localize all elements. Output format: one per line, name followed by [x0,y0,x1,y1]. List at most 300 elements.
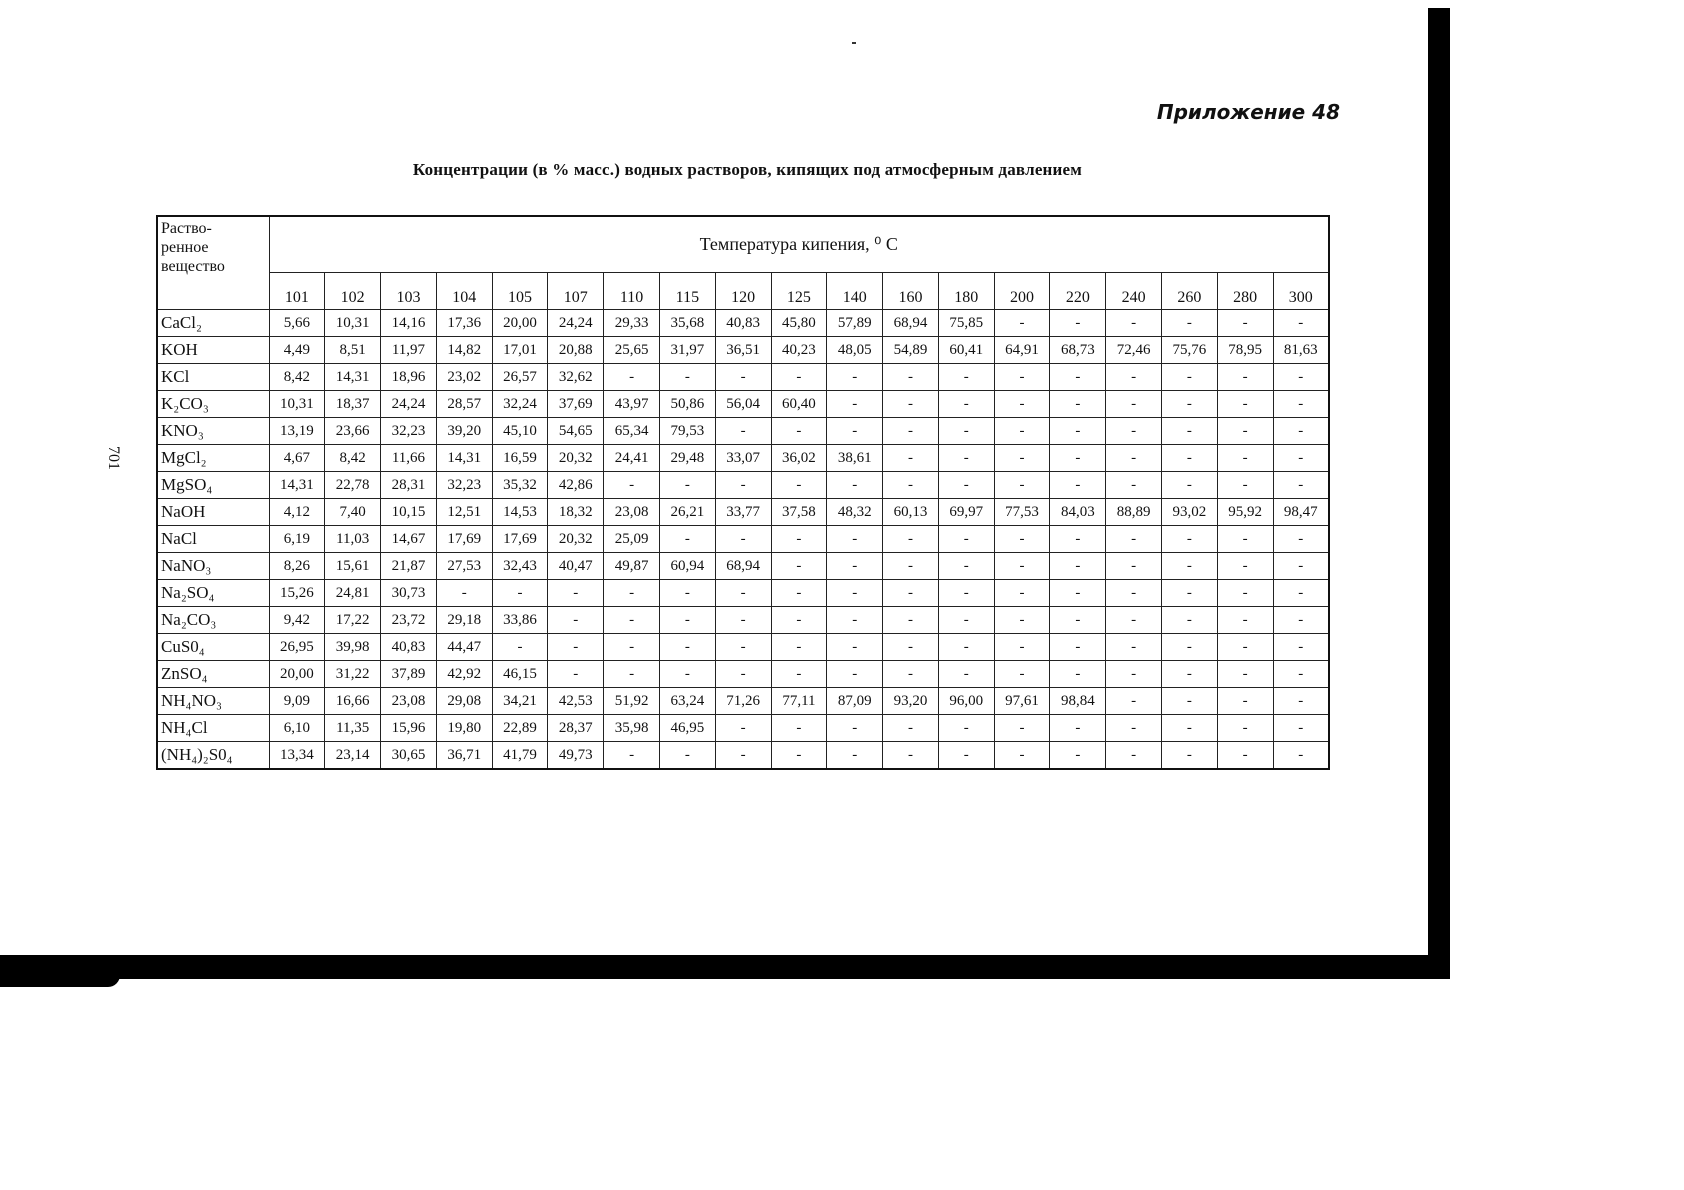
value-cell: - [715,580,771,607]
value-cell: 35,32 [492,472,548,499]
value-cell: - [1217,364,1273,391]
value-cell: 64,91 [994,337,1050,364]
table-row [157,688,1329,715]
value-cell: 26,21 [659,499,715,526]
value-cell: 65,34 [604,418,660,445]
value-cell: 23,08 [381,688,437,715]
value-cell: 63,24 [659,688,715,715]
value-cell: - [659,661,715,688]
value-cell: 75,76 [1162,337,1218,364]
value-cell: 35,68 [659,310,715,337]
value-cell: - [771,364,827,391]
value-cell: 23,02 [436,364,492,391]
value-cell: 18,96 [381,364,437,391]
value-cell: 9,09 [269,688,325,715]
value-cell: 4,49 [269,337,325,364]
value-cell: 42,53 [548,688,604,715]
value-cell: - [1162,742,1218,770]
value-cell: - [604,364,660,391]
value-cell: - [1050,715,1106,742]
value-cell: - [1162,310,1218,337]
value-cell: - [827,580,883,607]
value-cell: - [548,607,604,634]
value-cell: - [883,364,939,391]
substance-cell: NaNO₃ [157,553,269,580]
substance-header-line: вещество [161,258,225,275]
value-cell: - [1273,472,1329,499]
value-cell: 60,94 [659,553,715,580]
temperature-value: 160 [883,273,939,310]
value-cell: - [1050,607,1106,634]
value-cell: 36,02 [771,445,827,472]
value-cell: - [938,607,994,634]
value-cell: - [1106,526,1162,553]
value-cell: - [938,418,994,445]
value-cell: 9,42 [269,607,325,634]
value-cell: 68,94 [883,310,939,337]
value-cell: 96,00 [938,688,994,715]
value-cell: 31,97 [659,337,715,364]
value-cell: - [883,391,939,418]
value-cell: - [771,634,827,661]
value-cell: 77,53 [994,499,1050,526]
value-cell: - [1217,580,1273,607]
value-cell: - [1050,742,1106,770]
value-cell: - [1162,418,1218,445]
value-cell: - [1217,607,1273,634]
value-cell: 29,18 [436,607,492,634]
value-cell: 68,94 [715,553,771,580]
table-row [157,337,1329,364]
value-cell: 22,78 [325,472,381,499]
value-cell: - [604,634,660,661]
value-cell: 29,08 [436,688,492,715]
temperature-value: 110 [604,273,660,310]
header-row [157,216,1329,273]
value-cell: 11,35 [325,715,381,742]
table-row [157,580,1329,607]
value-cell: 39,98 [325,634,381,661]
value-cell: - [827,742,883,770]
value-cell: - [883,715,939,742]
value-cell: 16,59 [492,445,548,472]
temperature-value: 120 [715,273,771,310]
value-cell: 38,61 [827,445,883,472]
substance-cell: KOH [157,337,269,364]
value-cell: 48,05 [827,337,883,364]
table-row [157,607,1329,634]
value-cell: - [827,364,883,391]
value-cell: 33,77 [715,499,771,526]
value-cell: - [1050,391,1106,418]
value-cell: 14,16 [381,310,437,337]
temperature-value: 260 [1162,273,1218,310]
value-cell: - [1106,553,1162,580]
value-cell: 13,19 [269,418,325,445]
substance-cell: NH₄Cl [157,715,269,742]
value-cell: - [1162,445,1218,472]
value-cell: - [994,634,1050,661]
value-cell: - [938,526,994,553]
value-cell: 93,02 [1162,499,1218,526]
temperature-value: 240 [1106,273,1162,310]
value-cell: 56,04 [715,391,771,418]
value-cell: - [1106,364,1162,391]
value-cell: 32,23 [381,418,437,445]
value-cell: 97,61 [994,688,1050,715]
value-cell: 20,32 [548,526,604,553]
value-cell: 33,86 [492,607,548,634]
value-cell: - [715,634,771,661]
temperature-value: 101 [269,273,325,310]
value-cell: - [994,418,1050,445]
value-cell: 8,26 [269,553,325,580]
value-cell: 44,47 [436,634,492,661]
concentration-table [156,215,1330,770]
value-cell: - [771,472,827,499]
value-cell: 81,63 [1273,337,1329,364]
value-cell: 10,15 [381,499,437,526]
table-row [157,742,1329,770]
value-cell: - [1217,310,1273,337]
value-cell: 26,57 [492,364,548,391]
temperature-value: 125 [771,273,827,310]
value-cell: - [1217,634,1273,661]
value-cell: - [938,715,994,742]
value-cell: - [883,580,939,607]
value-cell: 60,13 [883,499,939,526]
value-cell: - [994,391,1050,418]
value-cell: 24,81 [325,580,381,607]
value-cell: 18,37 [325,391,381,418]
temperature-value: 140 [827,273,883,310]
value-cell: 29,48 [659,445,715,472]
value-cell: - [1273,607,1329,634]
value-cell: 32,43 [492,553,548,580]
value-cell: 24,24 [381,391,437,418]
value-cell: - [1106,472,1162,499]
value-cell: 8,42 [269,364,325,391]
value-cell: - [883,472,939,499]
value-cell: 23,14 [325,742,381,770]
value-cell: 27,53 [436,553,492,580]
value-cell: - [938,364,994,391]
value-cell: - [1273,715,1329,742]
value-cell: 22,89 [492,715,548,742]
table-row [157,715,1329,742]
value-cell: 17,22 [325,607,381,634]
value-cell: - [994,607,1050,634]
value-cell: 98,84 [1050,688,1106,715]
value-cell: - [1217,445,1273,472]
value-cell: - [436,580,492,607]
value-cell: 87,09 [827,688,883,715]
value-cell: - [659,526,715,553]
value-cell: - [1106,418,1162,445]
value-cell: 32,23 [436,472,492,499]
table-row [157,499,1329,526]
value-cell: 31,22 [325,661,381,688]
value-cell: 10,31 [325,310,381,337]
value-cell: 36,51 [715,337,771,364]
value-cell: - [604,742,660,770]
value-cell: 20,88 [548,337,604,364]
value-cell: 98,47 [1273,499,1329,526]
value-cell: - [938,472,994,499]
value-cell: 28,57 [436,391,492,418]
value-cell: 5,66 [269,310,325,337]
value-cell: - [1106,634,1162,661]
value-cell: 71,26 [715,688,771,715]
value-cell: 11,97 [381,337,437,364]
value-cell: 95,92 [1217,499,1273,526]
temperature-values-row [157,273,1329,310]
value-cell: - [1217,553,1273,580]
value-cell: - [883,607,939,634]
value-cell: 79,53 [659,418,715,445]
value-cell: 36,71 [436,742,492,770]
value-cell: - [1273,634,1329,661]
value-cell: 40,83 [381,634,437,661]
value-cell: - [715,364,771,391]
value-cell: 50,86 [659,391,715,418]
value-cell: 75,85 [938,310,994,337]
value-cell: - [938,634,994,661]
value-cell: 18,32 [548,499,604,526]
value-cell: - [1217,715,1273,742]
value-cell: - [1162,688,1218,715]
substance-cell: NaOH [157,499,269,526]
temperature-value: 115 [659,273,715,310]
value-cell: - [883,634,939,661]
value-cell: 14,31 [436,445,492,472]
value-cell: 21,87 [381,553,437,580]
value-cell: - [1273,661,1329,688]
value-cell: 23,08 [604,499,660,526]
value-cell: 42,86 [548,472,604,499]
value-cell: - [994,445,1050,472]
value-cell: 17,69 [436,526,492,553]
value-cell: 54,89 [883,337,939,364]
value-cell: - [1050,445,1106,472]
value-cell: - [994,310,1050,337]
value-cell: - [1162,607,1218,634]
value-cell: 23,66 [325,418,381,445]
value-cell: 78,95 [1217,337,1273,364]
substance-cell: KNO₃ [157,418,269,445]
value-cell: - [938,445,994,472]
page-title: Концентрации (в % масс.) водных растворов, кипящих под атмосферным давлением [412,160,1083,179]
substance-cell: MgCl₂ [157,445,269,472]
value-cell: - [883,445,939,472]
value-cell: - [771,526,827,553]
table-row [157,310,1329,337]
value-cell: - [1273,580,1329,607]
value-cell: - [1162,391,1218,418]
value-cell: - [715,607,771,634]
value-cell: 24,24 [548,310,604,337]
value-cell: - [1162,715,1218,742]
value-cell: - [1050,526,1106,553]
value-cell: 93,20 [883,688,939,715]
substance-cell: CaCl₂ [157,310,269,337]
value-cell: 10,31 [269,391,325,418]
value-cell: - [1106,742,1162,770]
scan-edge-bottom [0,955,1450,979]
scan-speck [852,42,856,44]
value-cell: 32,62 [548,364,604,391]
value-cell: 72,46 [1106,337,1162,364]
value-cell: - [827,661,883,688]
value-cell: 14,31 [269,472,325,499]
value-cell: 14,82 [436,337,492,364]
table-row [157,418,1329,445]
value-cell: 17,36 [436,310,492,337]
value-cell: - [548,580,604,607]
substance-cell: (NH₄)₂S0₄ [157,742,269,770]
value-cell: - [659,472,715,499]
value-cell: - [883,661,939,688]
value-cell: - [1273,553,1329,580]
substance-cell: MgSO₄ [157,472,269,499]
table-row [157,661,1329,688]
value-cell: 69,97 [938,499,994,526]
value-cell: - [492,634,548,661]
substance-cell: KCl [157,364,269,391]
value-cell: - [1273,445,1329,472]
value-cell: - [715,715,771,742]
value-cell: - [771,715,827,742]
value-cell: - [771,742,827,770]
value-cell: 15,96 [381,715,437,742]
substance-cell: ZnSO₄ [157,661,269,688]
value-cell: - [1273,310,1329,337]
value-cell: - [938,391,994,418]
value-cell: 20,00 [492,310,548,337]
table-row [157,553,1329,580]
temperature-value: 220 [1050,273,1106,310]
value-cell: - [1162,580,1218,607]
substance-cell: K₂CO₃ [157,391,269,418]
value-cell: 8,42 [325,445,381,472]
scan-edge-bottom-taper [0,975,120,987]
value-cell: 17,01 [492,337,548,364]
value-cell: 4,67 [269,445,325,472]
value-cell: - [1106,391,1162,418]
temperature-header: Температура кипения, ⁰ С [269,216,1329,273]
value-cell: 28,37 [548,715,604,742]
value-cell: - [1050,364,1106,391]
value-cell: - [883,526,939,553]
value-cell: 49,87 [604,553,660,580]
value-cell: - [1217,391,1273,418]
value-cell: - [1217,742,1273,770]
value-cell: 4,12 [269,499,325,526]
value-cell: 19,80 [436,715,492,742]
value-cell: - [1162,364,1218,391]
value-cell: 45,80 [771,310,827,337]
value-cell: - [1050,472,1106,499]
value-cell: - [1106,580,1162,607]
value-cell: 6,10 [269,715,325,742]
value-cell: 39,20 [436,418,492,445]
value-cell: 15,61 [325,553,381,580]
value-cell: - [1273,742,1329,770]
value-cell: - [1162,634,1218,661]
value-cell: - [994,364,1050,391]
value-cell: - [827,634,883,661]
value-cell: - [548,661,604,688]
appendix-label: Приложение 48 [1156,100,1340,124]
value-cell: - [1106,310,1162,337]
value-cell: 60,41 [938,337,994,364]
value-cell: - [827,553,883,580]
value-cell: - [994,661,1050,688]
temperature-value: 280 [1217,273,1273,310]
value-cell: 14,67 [381,526,437,553]
value-cell: - [1217,661,1273,688]
value-cell: - [1106,688,1162,715]
value-cell: - [771,607,827,634]
value-cell: 24,41 [604,445,660,472]
value-cell: 49,73 [548,742,604,770]
value-cell: - [1050,634,1106,661]
value-cell: - [883,418,939,445]
value-cell: 51,92 [604,688,660,715]
value-cell: 46,15 [492,661,548,688]
value-cell: - [659,742,715,770]
value-cell: 37,69 [548,391,604,418]
value-cell: 41,79 [492,742,548,770]
value-cell: - [938,553,994,580]
value-cell: - [1050,310,1106,337]
value-cell: 57,89 [827,310,883,337]
value-cell: - [715,472,771,499]
value-cell: 7,40 [325,499,381,526]
value-cell: 14,53 [492,499,548,526]
value-cell: 60,40 [771,391,827,418]
value-cell: - [994,715,1050,742]
value-cell: 11,66 [381,445,437,472]
value-cell: - [883,553,939,580]
value-cell: - [1273,364,1329,391]
value-cell: 17,69 [492,526,548,553]
temperature-value: 103 [381,273,437,310]
value-cell: 32,24 [492,391,548,418]
value-cell: - [1050,580,1106,607]
value-cell: - [604,580,660,607]
value-cell: 77,11 [771,688,827,715]
value-cell: - [492,580,548,607]
substance-cell: NaCl [157,526,269,553]
value-cell: 37,89 [381,661,437,688]
value-cell: - [1273,526,1329,553]
value-cell: 12,51 [436,499,492,526]
value-cell: - [827,391,883,418]
value-cell: 25,09 [604,526,660,553]
value-cell: - [715,661,771,688]
table-row [157,634,1329,661]
temperature-value: 180 [938,273,994,310]
page-number: 701 [105,446,122,470]
value-cell: - [659,580,715,607]
value-cell: 48,32 [827,499,883,526]
value-cell: - [604,661,660,688]
value-cell: 30,73 [381,580,437,607]
value-cell: - [994,472,1050,499]
substance-cell: Na₂CO₃ [157,607,269,634]
value-cell: 16,66 [325,688,381,715]
